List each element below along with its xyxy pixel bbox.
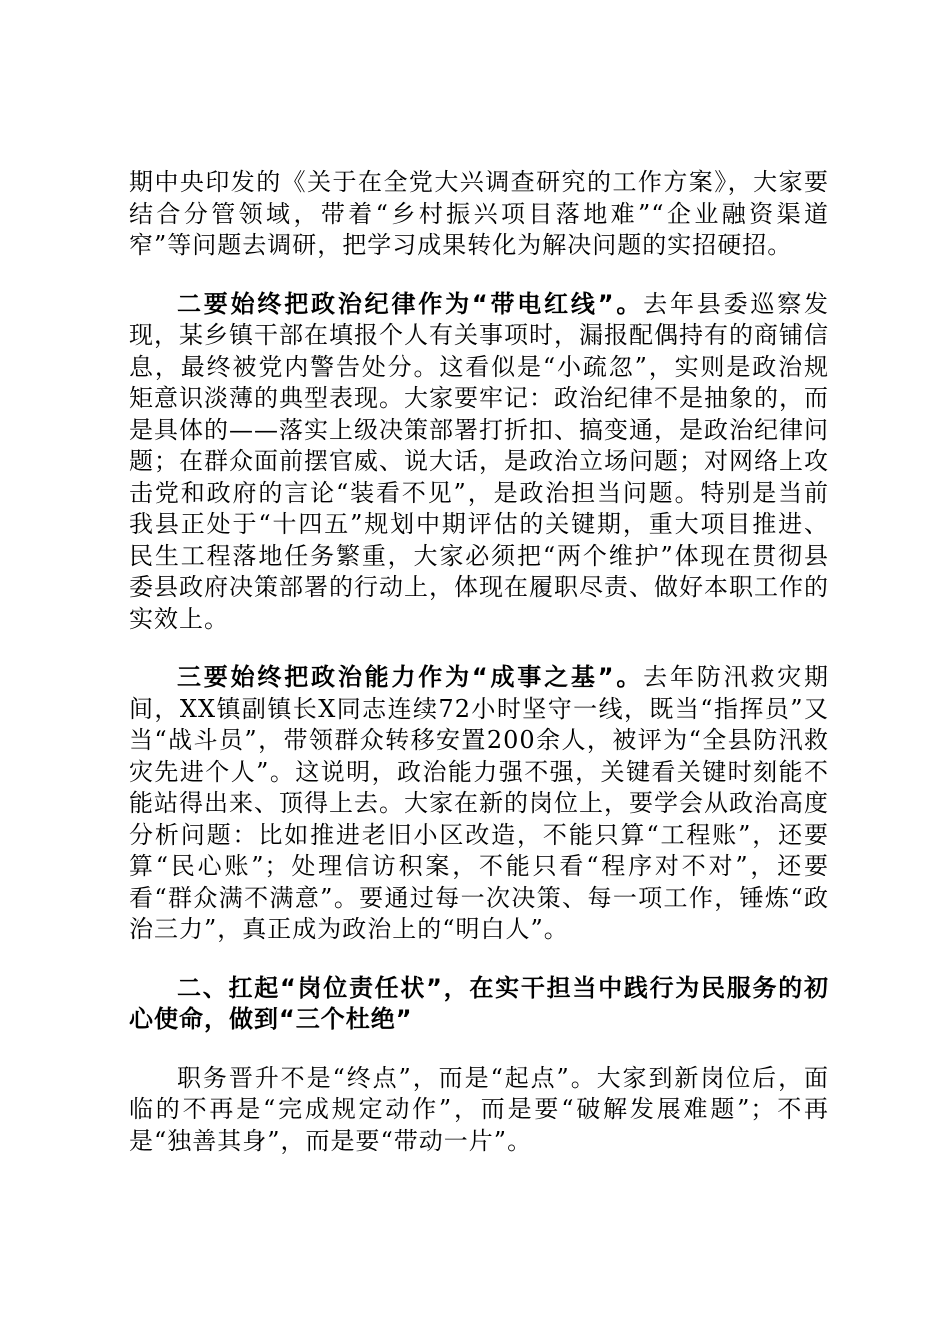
paragraph-lead-bold: 三要始终把政治能力作为“成事之基”。 — [177, 663, 644, 691]
paragraph-text: 去年县委巡察发现，某乡镇干部在填报个人有关事项时，漏报配偶持有的商铺信息，最终被党内警告处分。这看似是“小疏忽”，实则是政治规矩意识淡薄的典型表现。大家要牢记：政治纪律不是抽象的，而是具体的——落实上级决策部署打折扣、搞变通，是政治纪律问题；在群众面前摆官威、说大话，是政治立场问题；对网络上攻击党和政府的言论“装看不见”，是政治担当问题。特别是当前我县正处于“十四五”规划中期评估的关键期，重大项目推进、民生工程落地任务繁重，大家必须把“两个维护”体现在贯彻县委县政府决策部署的行动上，体现在履职尽责、做好本职工作的实效上。 — [129, 289, 830, 633]
paragraph-continuation — [129, 167, 829, 262]
section-heading: 二、扛起“岗位责任状”，在实干担当中践行为民服务的初心使命，做到“三个杜绝” — [129, 973, 829, 1033]
document-body — [129, 167, 829, 1157]
paragraph-political-discipline — [129, 289, 829, 636]
paragraph-promotion — [129, 1063, 829, 1158]
paragraph-lead-bold: 二要始终把政治纪律作为“带电红线”。 — [177, 289, 644, 318]
paragraph-text: 去年防汛救灾期间，XX镇副镇长X同志连续72小时坚守一线，既当“指挥员”又当“战斗员”，带领群众转移安置200余人，被评为“全县防汛救灾先进个人”。这说明，政治能力强不强，关键看关键时刻能不能站得出来、顶得上去。大家在新的岗位上，要学会从政治高度分析问题：比如推进老旧小区改造，不能只算“工程账”，还要算“民心账”；处理信访积案，不能只看“程序对不对”，还要看“群众满不满意”。要通过每一次决策、每一项工作，锤炼“政治三力”，真正成为政治上的“明白人”。 — [129, 663, 830, 943]
paragraph-political-ability — [129, 662, 829, 946]
paragraph-text: 职务晋升不是“终点”，而是“起点”。大家到新岗位后，面临的不再是“完成规定动作”，而是要“破解发展难题”；不再是“独善其身”，而是要“带动一片”。 — [129, 1063, 829, 1155]
paragraph-text: 期中央印发的《关于在全党大兴调查研究的工作方案》，大家要结合分管领域，带着“乡村振兴项目落地难”“企业融资渠道窄”等问题去调研，把学习成果转化为解决问题的实招硬招。 — [129, 168, 829, 259]
